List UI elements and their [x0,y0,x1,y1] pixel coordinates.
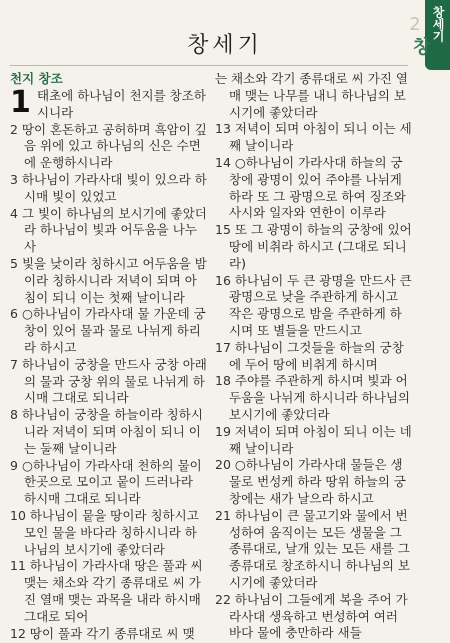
verse-number: 10 [10,507,26,523]
verse [10,508,208,558]
verse-text: ○하나님이 가라사대 물 가운데 궁창이 있어 물과 물로 나뉘게 하리라 하시고 [21,306,206,355]
verse-number: 12 [10,625,26,641]
verse [215,457,413,507]
verse-number: 13 [215,121,231,137]
verse-number: 3 [10,171,18,187]
book-title: 창세기 [187,33,263,58]
verse [215,273,413,340]
verse-number: 5 [10,255,18,271]
verse-text: 또 그 광명이 하늘의 궁창에 있어 땅에 비취라 하시고 (그대로 되니라) [229,222,412,271]
verse-number: 15 [215,222,231,238]
verse [10,122,208,172]
verse-text: 땅이 풀과 각기 종류대로 씨 맺 [29,625,195,641]
verse-number: 8 [10,407,18,423]
verse-text: 하나님이 궁창을 만드사 궁창 아래의 물과 궁창 위의 물로 나뉘게 하시매 그대로 되니라 [21,356,207,406]
verse [215,155,413,222]
verse-text: 는 채소와 각기 종류대로 씨 가진 열매 맺는 나무를 내니 하나님의 보시기에 좋았더라 [215,71,408,120]
verse-text: 땅이 혼돈하고 공허하며 흑암이 깊음 위에 있고 하나님의 신은 수면에 운행하시니라 [21,121,207,171]
verse [10,357,208,407]
verse [215,424,413,458]
verse-text: 태초에 하나님이 천지를 창조하시니라 [37,88,206,120]
verse [215,121,413,155]
verse-number: 17 [215,339,231,355]
book-abbreviation: 창 [413,37,431,58]
verse-text: 하나님이 가라사대 땅은 풀과 씨 맺는 채소와 각기 종류대로 씨 가진 열매 맺는 과목을 내라 하시매 그대로 되어 [24,558,203,624]
verse-text: 하나님이 두 큰 광명을 만드사 큰 광명으로 낮을 주관하게 하시고 작은 광명으로 밤을 주관하게 하시며 또 별들을 만드시고 [229,272,412,338]
verse-number: 4 [10,205,18,221]
verse [10,626,208,643]
verse-text: ○하나님이 가라사대 천하의 물이 한곳으로 모이고 뭍이 드러나라 하시매 그대로 되니라 [21,457,202,507]
verse-text: 빛을 낮이라 칭하시고 어두움을 밤이라 칭하시니라 저녁이 되며 아침이 되니 이는 첫째 날이니라 [21,255,207,305]
verse-text: 하나님이 큰 물고기와 물에서 번성하여 움직이는 모든 생물을 그 종류대로, 날개 있는 모든 새를 그 종류대로 창조하시니 하나님의 보시기에 좋았더라 [229,507,410,590]
verse [10,458,208,508]
verse-number: 9 [10,457,18,473]
verse-text: 하나님이 궁창을 하늘이라 칭하시니라 저녁이 되며 아침이 되니 이는 둘째 날이니라 [21,407,203,456]
verse-text: 그 빛이 하나님의 보시기에 좋았더라 하나님이 빛과 어두움을 나누사 [21,205,207,255]
verse-text: 하나님이 뭍을 땅이라 칭하시고 모인 물을 바다라 칭하시니라 하나님의 보시기에 좋았더라 [24,507,199,557]
right-column [215,71,413,642]
verse-text: 주야를 주관하게 하시며 빛과 어두움을 나뉘게 하시니라 하나님의 보시기에 좋았더라 [229,373,410,422]
verse-text: 저녁이 되며 아침이 되니 이는 세째 날이니라 [229,121,412,154]
verse [10,256,208,306]
verse-number: 7 [10,356,18,372]
verse-text: 하나님이 그들에게 복을 주어 가라사대 생육하고 번성하여 여러 바다 물에 충만하라 새들 [229,591,408,641]
verse [10,206,208,256]
verse-number: 19 [215,423,231,439]
left-column [10,71,208,642]
verse-number: 20 [215,457,231,473]
verse-number: 11 [10,558,26,574]
verse-number: 6 [10,306,18,322]
verse-text: 저녁이 되며 아침이 되니 이는 네째 날이니라 [229,423,412,456]
verse [10,172,208,206]
verse-number: 22 [215,591,231,607]
verse [10,407,208,457]
side-tab-label: 창세기 [431,6,445,42]
verse-text: 하나님이 그것들을 하늘의 궁창에 두어 땅에 비취게 하시며 [229,339,404,372]
verse [215,592,413,642]
verse-continuation [215,71,413,121]
verse [215,340,413,374]
chapter-number: 1 [10,85,31,120]
page-number: 2 [409,14,421,35]
verse-number: 18 [215,373,231,389]
verse-text: ○하나님이 가라사대 하늘의 궁창에 광명이 있어 주야를 나뉘게 하라 또 그 광명으로 하여 징조와 사시와 일자와 연한이 이루라 [229,154,406,221]
verse-number: 14 [215,154,231,170]
verse [10,306,208,356]
section-heading: 천지 창조 [10,71,63,86]
verse [215,373,413,423]
verse-number: 21 [215,507,231,523]
verse [215,222,413,272]
verse [10,558,208,625]
verse-text: ○하나님이 가라사대 물들은 생물로 번성케 하라 땅위 하늘의 궁창에는 새가 날으라 하시고 [229,457,406,506]
verse-number: 16 [215,272,231,288]
verse [215,508,413,592]
verse-text: 하나님이 가라사대 빛이 있으라 하시매 빛이 있었고 [21,171,207,204]
header-divider [10,65,408,66]
verse-1 [10,85,208,122]
verse-number: 2 [10,121,18,137]
